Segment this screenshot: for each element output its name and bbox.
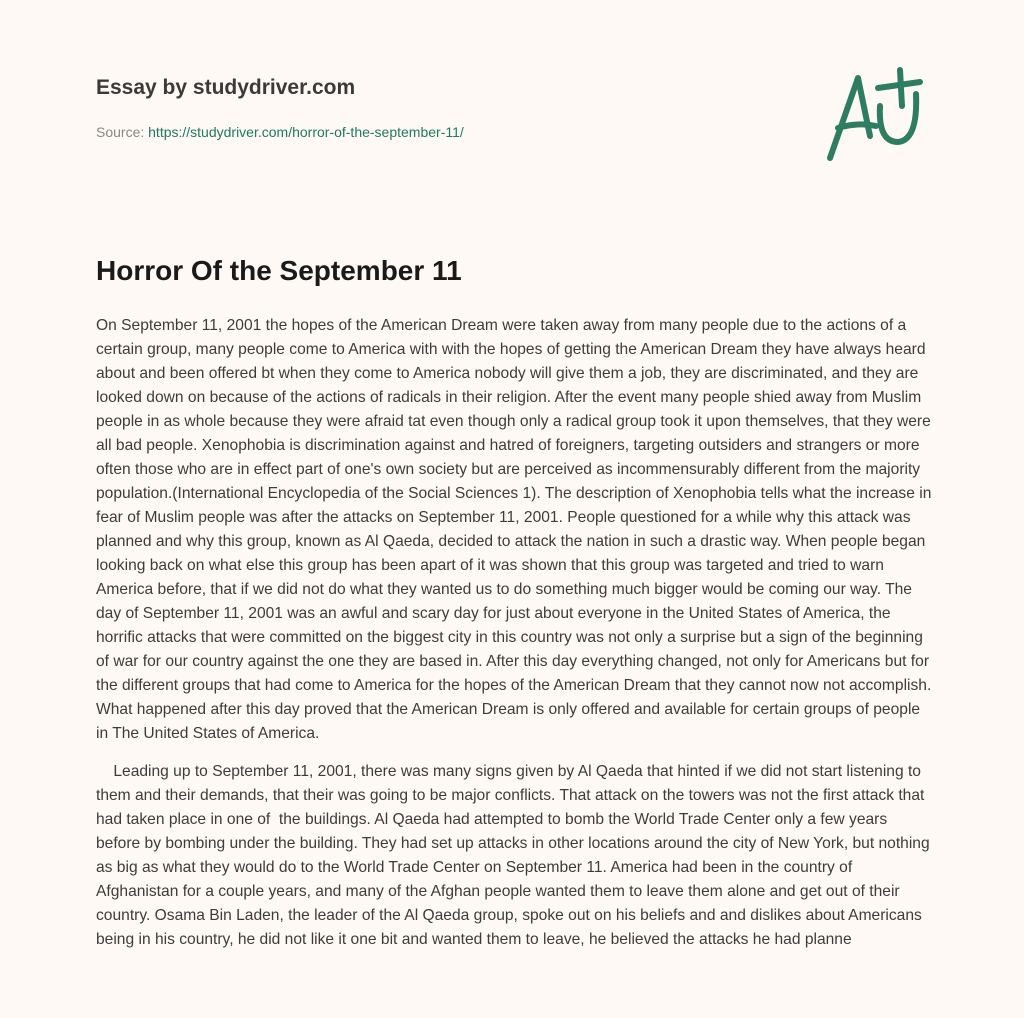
site-label: Essay by studydriver.com — [96, 76, 356, 99]
source-link[interactable]: https://studydriver.com/horror-of-the-september-11/ — [148, 124, 464, 140]
essay-paragraph: Leading up to September 11, 2001, there was many signs given by Al Qaeda that hinted if we did not start listening to them and their demands, that their was going to be major conflicts. That attack on the towers was not the first attack that had taken place in one of the buildings. Al Qaeda had attempted to bomb the World Trade Center only a few years before by bombing under the building. They had set up attacks in other locations around the city of New York, but nothing as big as what they would do to the World Trade Center on September 11. America had been in the country of Afghanistan for a couple years, and many of the Afghan people wanted them to leave them alone and get out of their country. Osama Bin Laden, the leader of the Al Qaeda group, spoke out on his beliefs and and dislikes about Americans being in his country, he did not like it one bit and wanted them to leave, he believed the attacks he had planne — [96, 763, 934, 948]
source-label: Source: — [96, 124, 145, 140]
essay-paragraph: On September 11, 2001 the hopes of the American Dream were taken away from many people due to the actions of a certain group, many people come to America with with the hopes of getting the American Dream they have always heard about and been offered bt when they come to America nobody will give them a job, they are discriminated, and they are looked down on because of the actions of radicals in their religion. After the event many people shied away from Muslim people in as whole because they were afraid tat even though only a radical group took it upon themselves, that they were all bad people. Xenophobia is discrimination against and hatred of foreigners, targeting outsiders and strangers or more often those who are in effect part of one's own society but are perceived as incommensurably different from the majority population.(International Encyclopedia of the Social Sciences 1). The description of Xenophobia tells what the increase in fear of Muslim people was after the attacks on September 11, 2001. People questioned for a while why this attack was planned and why this group, known as Al Qaeda, decided to attack the nation in such a drastic way. When people began looking back on what else this group has been apart of it was shown that this group was targeted and tried to warn America before, that if we did not do what they wanted us to do something much bigger would be coming our way. The day of September 11, 2001 was an awful and scary day for just about everyone in the United States of America, the horrific attacks that were committed on the biggest city in this country was not only a surprise but a sign of the beginning of war for our country against the one they are based in. After this day everything changed, not only for Americans but for the different groups that had come to America for the hopes of the American Dream that they cannot now not accomplish. What happened after this day proved that the American Dream is only offered and available for certain groups of people in The United States of America. — [96, 317, 932, 742]
essay-body — [96, 314, 932, 966]
essay-title: Horror Of the September 11 — [96, 255, 462, 286]
a-plus-logo-icon — [820, 66, 930, 166]
source-line — [96, 124, 464, 140]
